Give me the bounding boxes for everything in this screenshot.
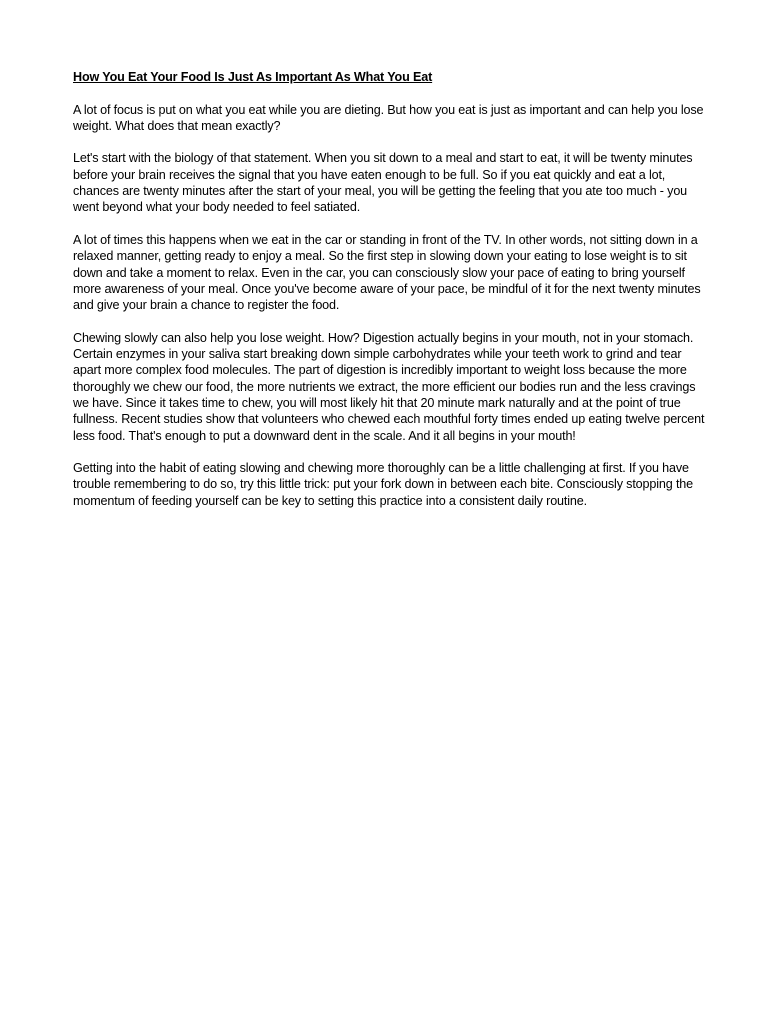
paragraph-4: Chewing slowly can also help you lose weight. How? Digestion actually begins in your mouth, not in your stomach. Certain enzymes in your saliva start breaking down simple carbohydrates while your teeth work to grind and tear apart more complex food molecules. The part of digestion is incredibly important to weight loss because the more thoroughly we chew our food, the more nutrients we extract, the more efficient our bodies run and the less cravings we have. Since it takes time to chew, you will most likely hit that 20 minute mark naturally and at the point of true fullness. Recent studies show that volunteers who chewed each mouthful forty times ended up eating twelve percent less food. That's enough to put a downward dent in the scale. And it all begins in your mouth! — [73, 330, 705, 443]
document-page — [73, 69, 705, 525]
paragraph-3: A lot of times this happens when we eat in the car or standing in front of the TV. In other words, not sitting down in a relaxed manner, getting ready to enjoy a meal. So the first step in slowing down your eating to lose weight is to sit down and take a moment to relax. Even in the car, you can consciously slow your pace of eating to bring yourself more awareness of your meal. Once you've become aware of your pace, be mindful of it for the next twenty minutes and give your brain a chance to register the food. — [73, 232, 701, 313]
paragraph-1: A lot of focus is put on what you eat while you are dieting. But how you eat is just as important and can help you lose weight. What does that mean exactly? — [73, 102, 704, 133]
document-title: How You Eat Your Food Is Just As Important As What You Eat — [73, 70, 433, 84]
paragraph-2: Let's start with the biology of that statement. When you sit down to a meal and start to eat, it will be twenty minutes before your brain receives the signal that you have eaten enough to be full. So if you eat quickly and eat a lot, chances are twenty minutes after the start of your meal, you will be getting the feeling that you ate too much - you went beyond what your body needed to feel satiated. — [73, 151, 693, 215]
paragraph-5: Getting into the habit of eating slowing and chewing more thoroughly can be a little challenging at first. If you have trouble remembering to do so, try this little trick: put your fork down in between each bite. Consciously stopping the momentum of feeding yourself can be key to setting this practice into a consistent daily routine. — [73, 461, 694, 508]
